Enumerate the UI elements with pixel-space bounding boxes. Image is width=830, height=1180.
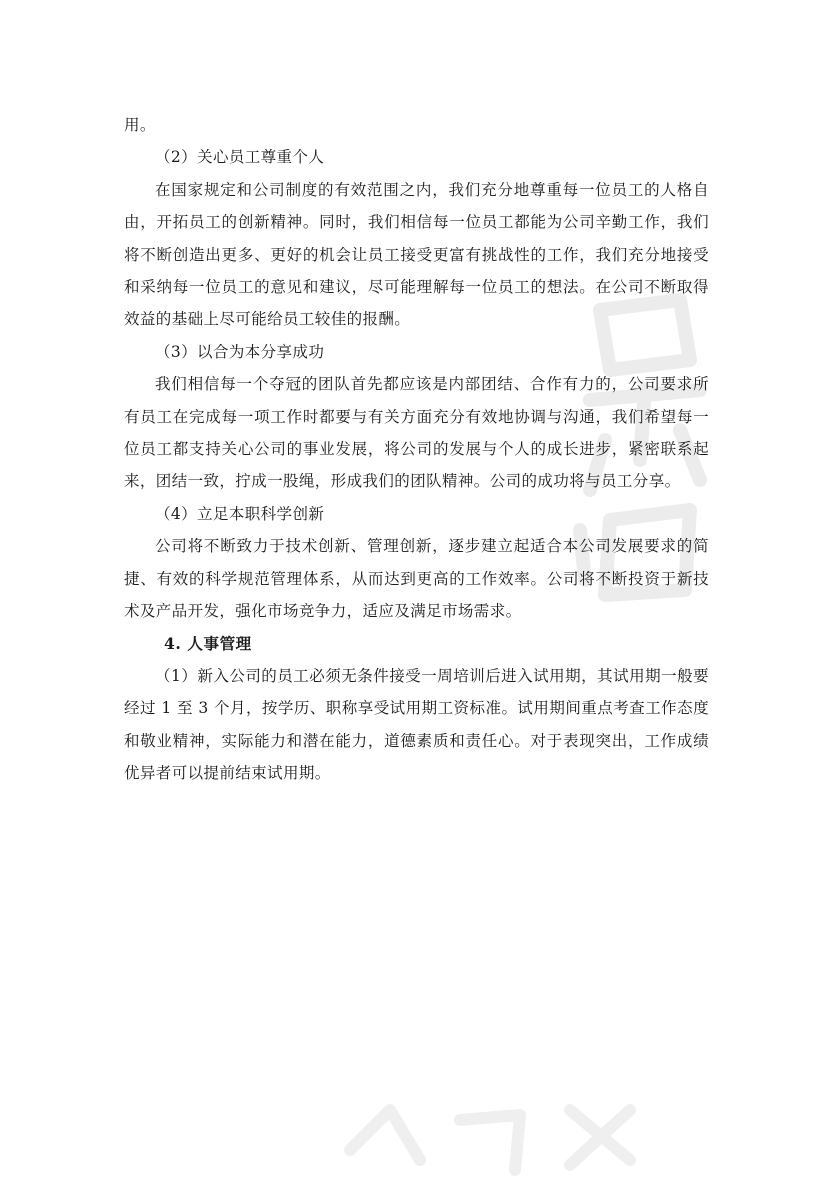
paragraph-scientific-innovation: 公司将不断致力于技术创新、管理创新，逐步建立起适合本公司发展要求的简捷、有效的科学规范管理体系，从而达到更高的工作效率。公司将不断投资于新技术及产品开发，强化市场竞争力，适应及满足市场需求。 xyxy=(124,537,709,621)
section-title-personnel-management: 4. 人事管理 xyxy=(164,633,252,653)
paragraph-care-for-employees: 在国家规定和公司制度的有效范围之内，我们充分地尊重每一位员工的人格自由，开拓员工的创新精神。同时，我们相信每一位员工都能为公司辛勤工作，我们将不断创造出更多、更好的机会让员工接受更富有挑战性的工作，我们充分地接受和采纳每一位员工的意见和建议，尽可能理解每一位员工的想法。在公司不断取得效益的基础上尽可能给员工较佳的报酬。 xyxy=(124,180,709,329)
subheading-care-for-employees: （2）关心员工尊重个人 xyxy=(155,148,325,167)
paragraph-continuation: 用。 xyxy=(124,116,156,134)
watermark-stroke xyxy=(350,1110,420,1160)
watermark-stroke xyxy=(570,1110,630,1165)
paragraph-probation: （1）新入公司的员工必须无条件接受一周培训后进入试用期，其试用期一般要经过 1 至 3 个月，按学历、职称享受试用期工资标准。试用期间重点考查工作态度和敬业精神，实际能力和潜在能力，道德素质和责任心。对于表现突出，工作成绩优异者可以提前结束试用期。 xyxy=(124,666,709,783)
watermark-stroke xyxy=(460,1115,520,1170)
watermark-graphic-bottom xyxy=(330,1090,660,1180)
paragraph-share-success: 我们相信每一个夺冠的团队首先都应该是内部团结、合作有力的，公司要求所有员工在完成每一项工作时都要与有关方面充分有效地协调与沟通，我们希望每一位员工都支持关心公司的事业发展，将公司的发展与个人的成长进步，紧密联系起来，团结一致，拧成一股绳，形成我们的团队精神。公司的成功将与员工分享。 xyxy=(124,375,709,491)
watermark-stroke xyxy=(570,1110,630,1160)
subheading-share-success: （3）以合为本分享成功 xyxy=(155,342,325,361)
document-body xyxy=(124,109,709,790)
subheading-scientific-innovation: （4）立足本职科学创新 xyxy=(155,504,325,523)
